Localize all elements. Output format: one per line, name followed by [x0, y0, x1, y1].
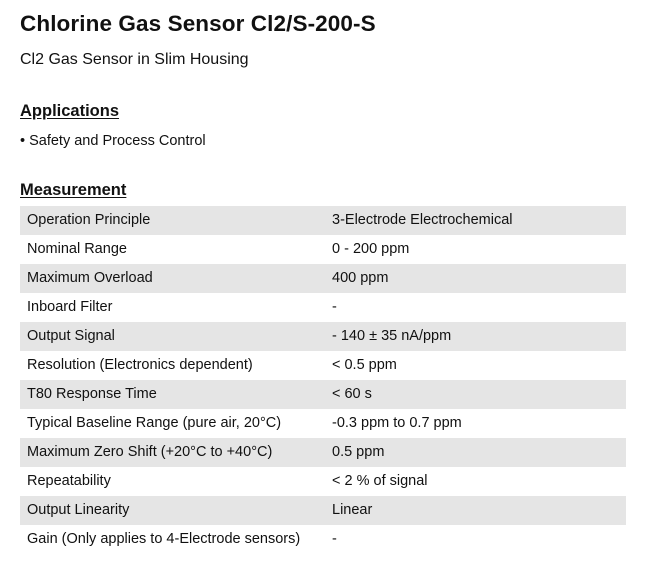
row-value: - — [332, 299, 337, 315]
row-parameter: Repeatability — [27, 473, 111, 489]
row-parameter: Inboard Filter — [27, 299, 113, 315]
table-row — [20, 380, 626, 409]
table-row — [20, 525, 626, 554]
row-parameter: Typical Baseline Range (pure air, 20°C) — [27, 415, 282, 431]
row-parameter: Gain (Only applies to 4-Electrode sensors) — [27, 531, 301, 547]
measurement-heading: Measurement — [20, 181, 127, 199]
row-value: < 2 % of signal — [332, 473, 428, 489]
table-row — [20, 409, 626, 438]
row-value: - — [332, 531, 337, 547]
applications-item: • Safety and Process Control — [20, 133, 206, 149]
row-parameter: Operation Principle — [27, 212, 151, 228]
table-row — [20, 496, 626, 525]
table-row — [20, 235, 626, 264]
row-value: - 140 ± 35 nA/ppm — [332, 328, 452, 344]
table-row — [20, 438, 626, 467]
table-row — [20, 351, 626, 380]
table-row — [20, 206, 626, 235]
measurement-table — [20, 206, 626, 554]
row-value: 0 - 200 ppm — [332, 241, 410, 257]
applications-heading: Applications — [20, 102, 120, 120]
row-parameter: Maximum Overload — [27, 270, 153, 286]
row-value: -0.3 ppm to 0.7 ppm — [332, 415, 462, 431]
row-value: < 60 s — [332, 386, 372, 402]
page-subtitle: Cl2 Gas Sensor in Slim Housing — [20, 51, 249, 68]
row-value: < 0.5 ppm — [332, 357, 397, 373]
row-value: 0.5 ppm — [332, 444, 385, 460]
table-row — [20, 467, 626, 496]
table-row — [20, 293, 626, 322]
table-row — [20, 322, 626, 351]
row-parameter: Maximum Zero Shift (+20°C to +40°C) — [27, 444, 273, 460]
row-value: Linear — [332, 502, 373, 518]
row-parameter: Output Signal — [27, 328, 115, 344]
table-row — [20, 264, 626, 293]
row-parameter: T80 Response Time — [27, 386, 157, 402]
page-title: Chlorine Gas Sensor Cl2/S-200-S — [20, 11, 376, 36]
row-value: 3-Electrode Electrochemical — [332, 212, 513, 228]
row-parameter: Output Linearity — [27, 502, 130, 518]
row-parameter: Nominal Range — [27, 241, 127, 257]
row-parameter: Resolution (Electronics dependent) — [27, 357, 253, 373]
row-value: 400 ppm — [332, 270, 389, 286]
